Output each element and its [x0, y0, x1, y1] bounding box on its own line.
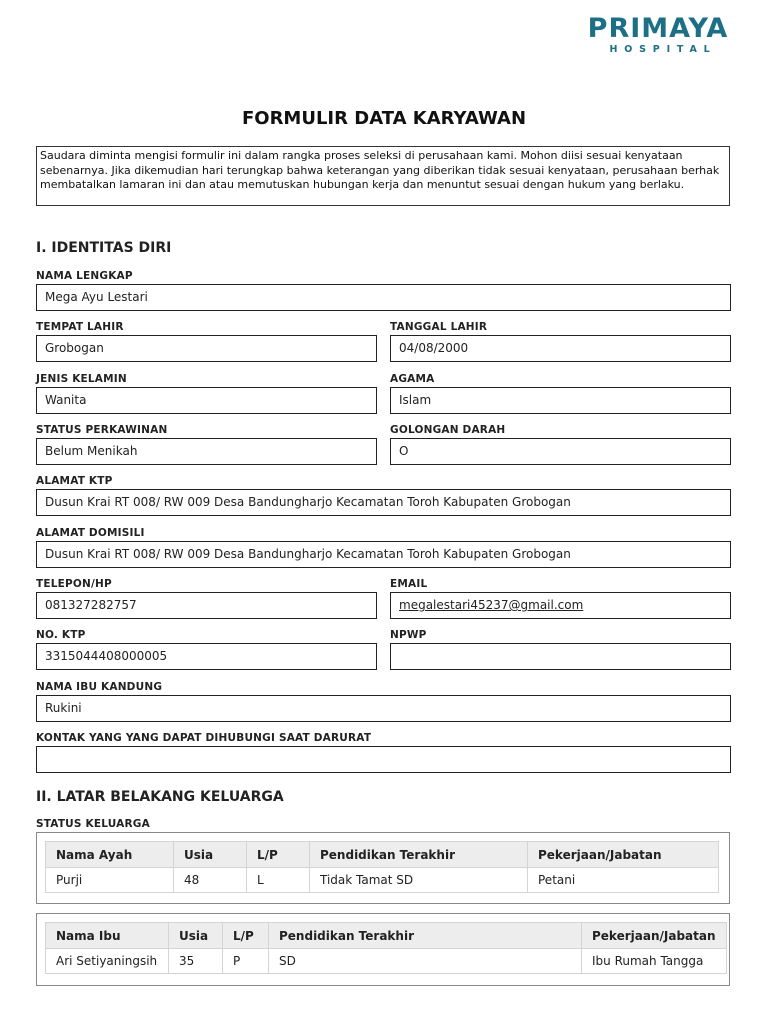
npwp-field[interactable]: [390, 643, 731, 670]
ayah-cell-nama: Purji: [46, 868, 174, 893]
nama-ibu-label: NAMA IBU KANDUNG: [36, 681, 163, 693]
ayah-cell-usia: 48: [174, 868, 247, 893]
tanggal-lahir-field[interactable]: 04/08/2000: [390, 335, 731, 362]
agama-label: AGAMA: [390, 373, 435, 385]
ibu-header-nama: Nama Ibu: [46, 923, 169, 949]
kontak-darurat-field[interactable]: [36, 746, 731, 773]
ayah-header-nama: Nama Ayah: [46, 842, 174, 868]
ibu-header-pekerjaan: Pekerjaan/Jabatan: [582, 923, 727, 949]
alamat-ktp-field[interactable]: Dusun Krai RT 008/ RW 009 Desa Bandungharjo Kecamatan Toroh Kabupaten Grobogan: [36, 489, 731, 516]
ayah-table-box: [36, 832, 730, 904]
ibu-cell-pekerjaan: Ibu Rumah Tangga: [582, 949, 727, 974]
agama-field[interactable]: Islam: [390, 387, 731, 414]
email-label: EMAIL: [390, 578, 428, 590]
tempat-lahir-label: TEMPAT LAHIR: [36, 321, 124, 333]
golongan-darah-field[interactable]: O: [390, 438, 731, 465]
ayah-header-usia: Usia: [174, 842, 247, 868]
ibu-header-usia: Usia: [169, 923, 223, 949]
no-ktp-field[interactable]: 3315044408000005: [36, 643, 377, 670]
jenis-kelamin-label: JENIS KELAMIN: [36, 373, 127, 385]
alamat-domisili-label: ALAMAT DOMISILI: [36, 527, 145, 539]
no-ktp-label: NO. KTP: [36, 629, 86, 641]
tanggal-lahir-label: TANGGAL LAHIR: [390, 321, 488, 333]
logo-wordmark: PRIMAYA: [587, 13, 729, 44]
hospital-logo: [584, 14, 732, 55]
golongan-darah-label: GOLONGAN DARAH: [390, 424, 506, 436]
email-field[interactable]: [390, 592, 731, 619]
alamat-domisili-field[interactable]: Dusun Krai RT 008/ RW 009 Desa Bandungharjo Kecamatan Toroh Kabupaten Grobogan: [36, 541, 731, 568]
jenis-kelamin-field[interactable]: Wanita: [36, 387, 377, 414]
table-row: [46, 868, 719, 893]
status-perkawinan-field[interactable]: Belum Menikah: [36, 438, 377, 465]
nama-lengkap-field[interactable]: Mega Ayu Lestari: [36, 284, 731, 311]
ayah-cell-pekerjaan: Petani: [528, 868, 719, 893]
notice-box: Saudara diminta mengisi formulir ini dalam rangka proses seleksi di perusahaan kami. Mohon diisi sesuai kenyataan sebenarnya. Jika dikemudian hari terungkap bahwa keterangan yang diberikan tidak sesuai kenyataan, perusahaan berhak membatalkan lamaran ini dan atau memutuskan hubungan kerja dan menuntut sesuai dengan hukum yang berlaku.: [36, 146, 730, 206]
npwp-label: NPWP: [390, 629, 427, 641]
ibu-header-pendidikan: Pendidikan Terakhir: [269, 923, 582, 949]
ayah-cell-lp: L: [247, 868, 310, 893]
nama-ibu-field[interactable]: Rukini: [36, 695, 731, 722]
email-link[interactable]: megalestari45237@gmail.com: [399, 598, 584, 612]
ibu-header-lp: L/P: [223, 923, 269, 949]
section-identitas-title: I. IDENTITAS DIRI: [36, 240, 172, 256]
status-keluarga-label: STATUS KELUARGA: [36, 818, 150, 830]
ayah-header-lp: L/P: [247, 842, 310, 868]
ibu-table-box: [36, 913, 730, 986]
alamat-ktp-label: ALAMAT KTP: [36, 475, 113, 487]
ayah-header-pendidikan: Pendidikan Terakhir: [310, 842, 528, 868]
ayah-table: [45, 841, 719, 893]
status-perkawinan-label: STATUS PERKAWINAN: [36, 424, 168, 436]
ibu-cell-pendidikan: SD: [269, 949, 582, 974]
logo-subtitle: HOSPITAL: [609, 44, 717, 55]
ibu-cell-usia: 35: [169, 949, 223, 974]
telepon-label: TELEPON/HP: [36, 578, 112, 590]
ayah-header-pekerjaan: Pekerjaan/Jabatan: [528, 842, 719, 868]
nama-lengkap-label: NAMA LENGKAP: [36, 270, 133, 282]
form-title: FORMULIR DATA KARYAWAN: [241, 108, 527, 129]
ibu-cell-nama: Ari Setiyaningsih: [46, 949, 169, 974]
tempat-lahir-field[interactable]: Grobogan: [36, 335, 377, 362]
section-keluarga-title: II. LATAR BELAKANG KELUARGA: [36, 789, 284, 805]
table-row: [46, 949, 727, 974]
ibu-cell-lp: P: [223, 949, 269, 974]
ayah-cell-pendidikan: Tidak Tamat SD: [310, 868, 528, 893]
ibu-table: [45, 922, 727, 974]
telepon-field[interactable]: 081327282757: [36, 592, 377, 619]
kontak-darurat-label: KONTAK YANG YANG DAPAT DIHUBUNGI SAAT DARURAT: [36, 732, 372, 744]
